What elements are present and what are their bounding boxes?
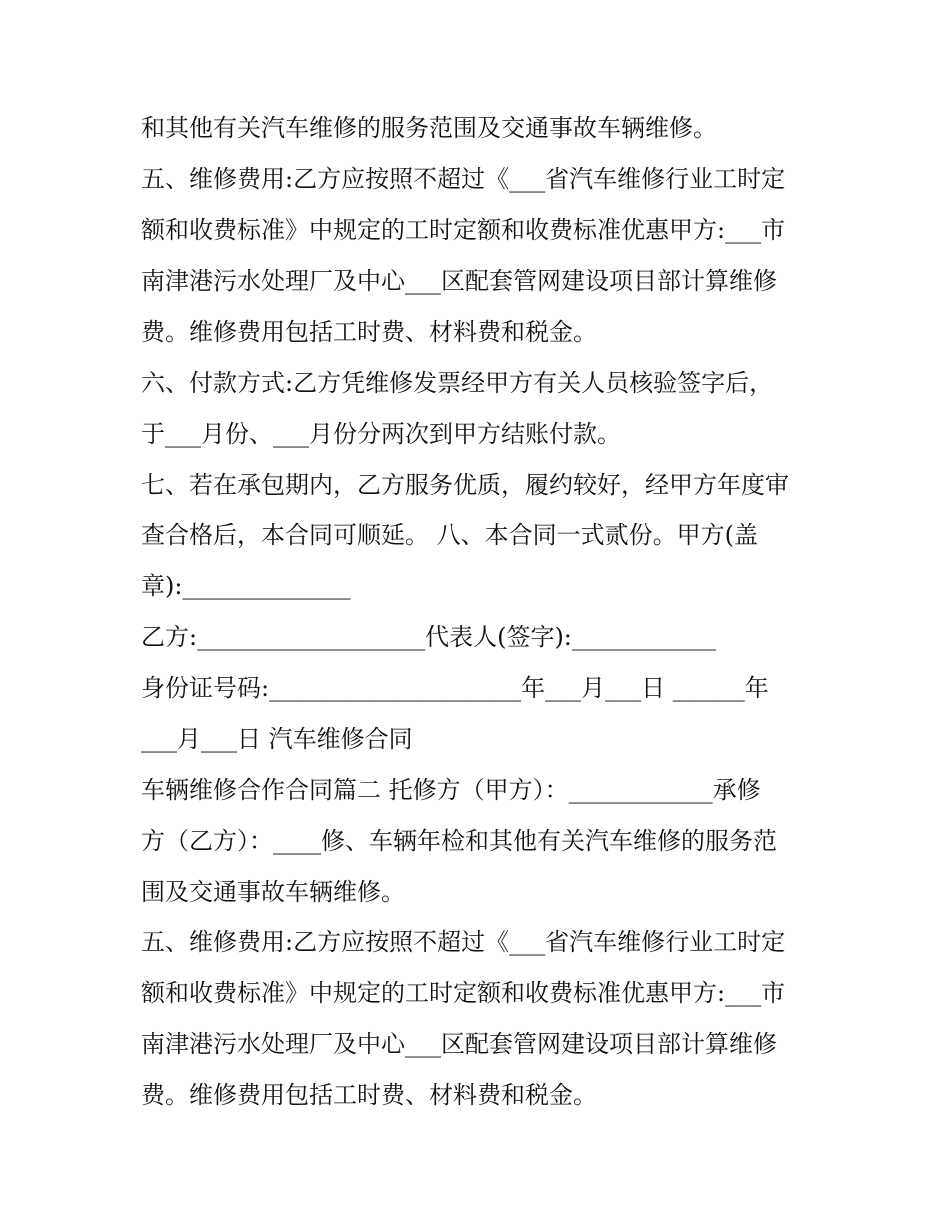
text-line: 和其他有关汽车维修的服务范围及交通事故车辆维修。 xyxy=(141,114,717,142)
text-line: 额和收费标准》中规定的工时定额和收费标准优惠甲方:___市 xyxy=(141,216,786,244)
text-line: 围及交通事故车辆维修。 xyxy=(141,878,405,906)
text-line: 费。维修费用包括工时费、材料费和税金。 xyxy=(141,1081,597,1109)
text-line: ___月___日 汽车维修合同 xyxy=(141,725,413,753)
text-line: 六、付款方式:乙方凭维修发票经甲方有关人员核验签字后， xyxy=(141,369,774,397)
text-line: 五、维修费用:乙方应按照不超过《___省汽车维修行业工时定 xyxy=(141,165,786,193)
text-line: 车辆维修合作合同篇二 托修方（甲方）：____________承修 xyxy=(141,776,761,804)
text-line: 南津港污水处理厂及中心___区配套管网建设项目部计算维修 xyxy=(141,1030,777,1058)
text-line: 南津港污水处理厂及中心___区配套管网建设项目部计算维修 xyxy=(141,267,777,295)
text-line: 乙方:___________________代表人(签字):____________ xyxy=(141,623,716,651)
text-line: 查合格后，本合同可顺延。 八、本合同一式贰份。甲方(盖 xyxy=(141,521,758,549)
text-line: 于___月份、___月份分两次到甲方结账付款。 xyxy=(141,420,621,448)
text-line: 费。维修费用包括工时费、材料费和税金。 xyxy=(141,318,597,346)
text-line: 身份证号码:_____________________年___月___日 ______年 xyxy=(141,674,769,702)
text-line: 七、若在承包期内，乙方服务优质，履约较好，经甲方年度审 xyxy=(141,471,789,499)
text-line: 额和收费标准》中规定的工时定额和收费标准优惠甲方:___市 xyxy=(141,979,786,1007)
text-line: 五、维修费用:乙方应按照不超过《___省汽车维修行业工时定 xyxy=(141,928,786,956)
text-line: 章):______________ xyxy=(141,572,351,600)
text-line: 方（乙方）：____修、车辆年检和其他有关汽车维修的服务范 xyxy=(141,827,777,855)
